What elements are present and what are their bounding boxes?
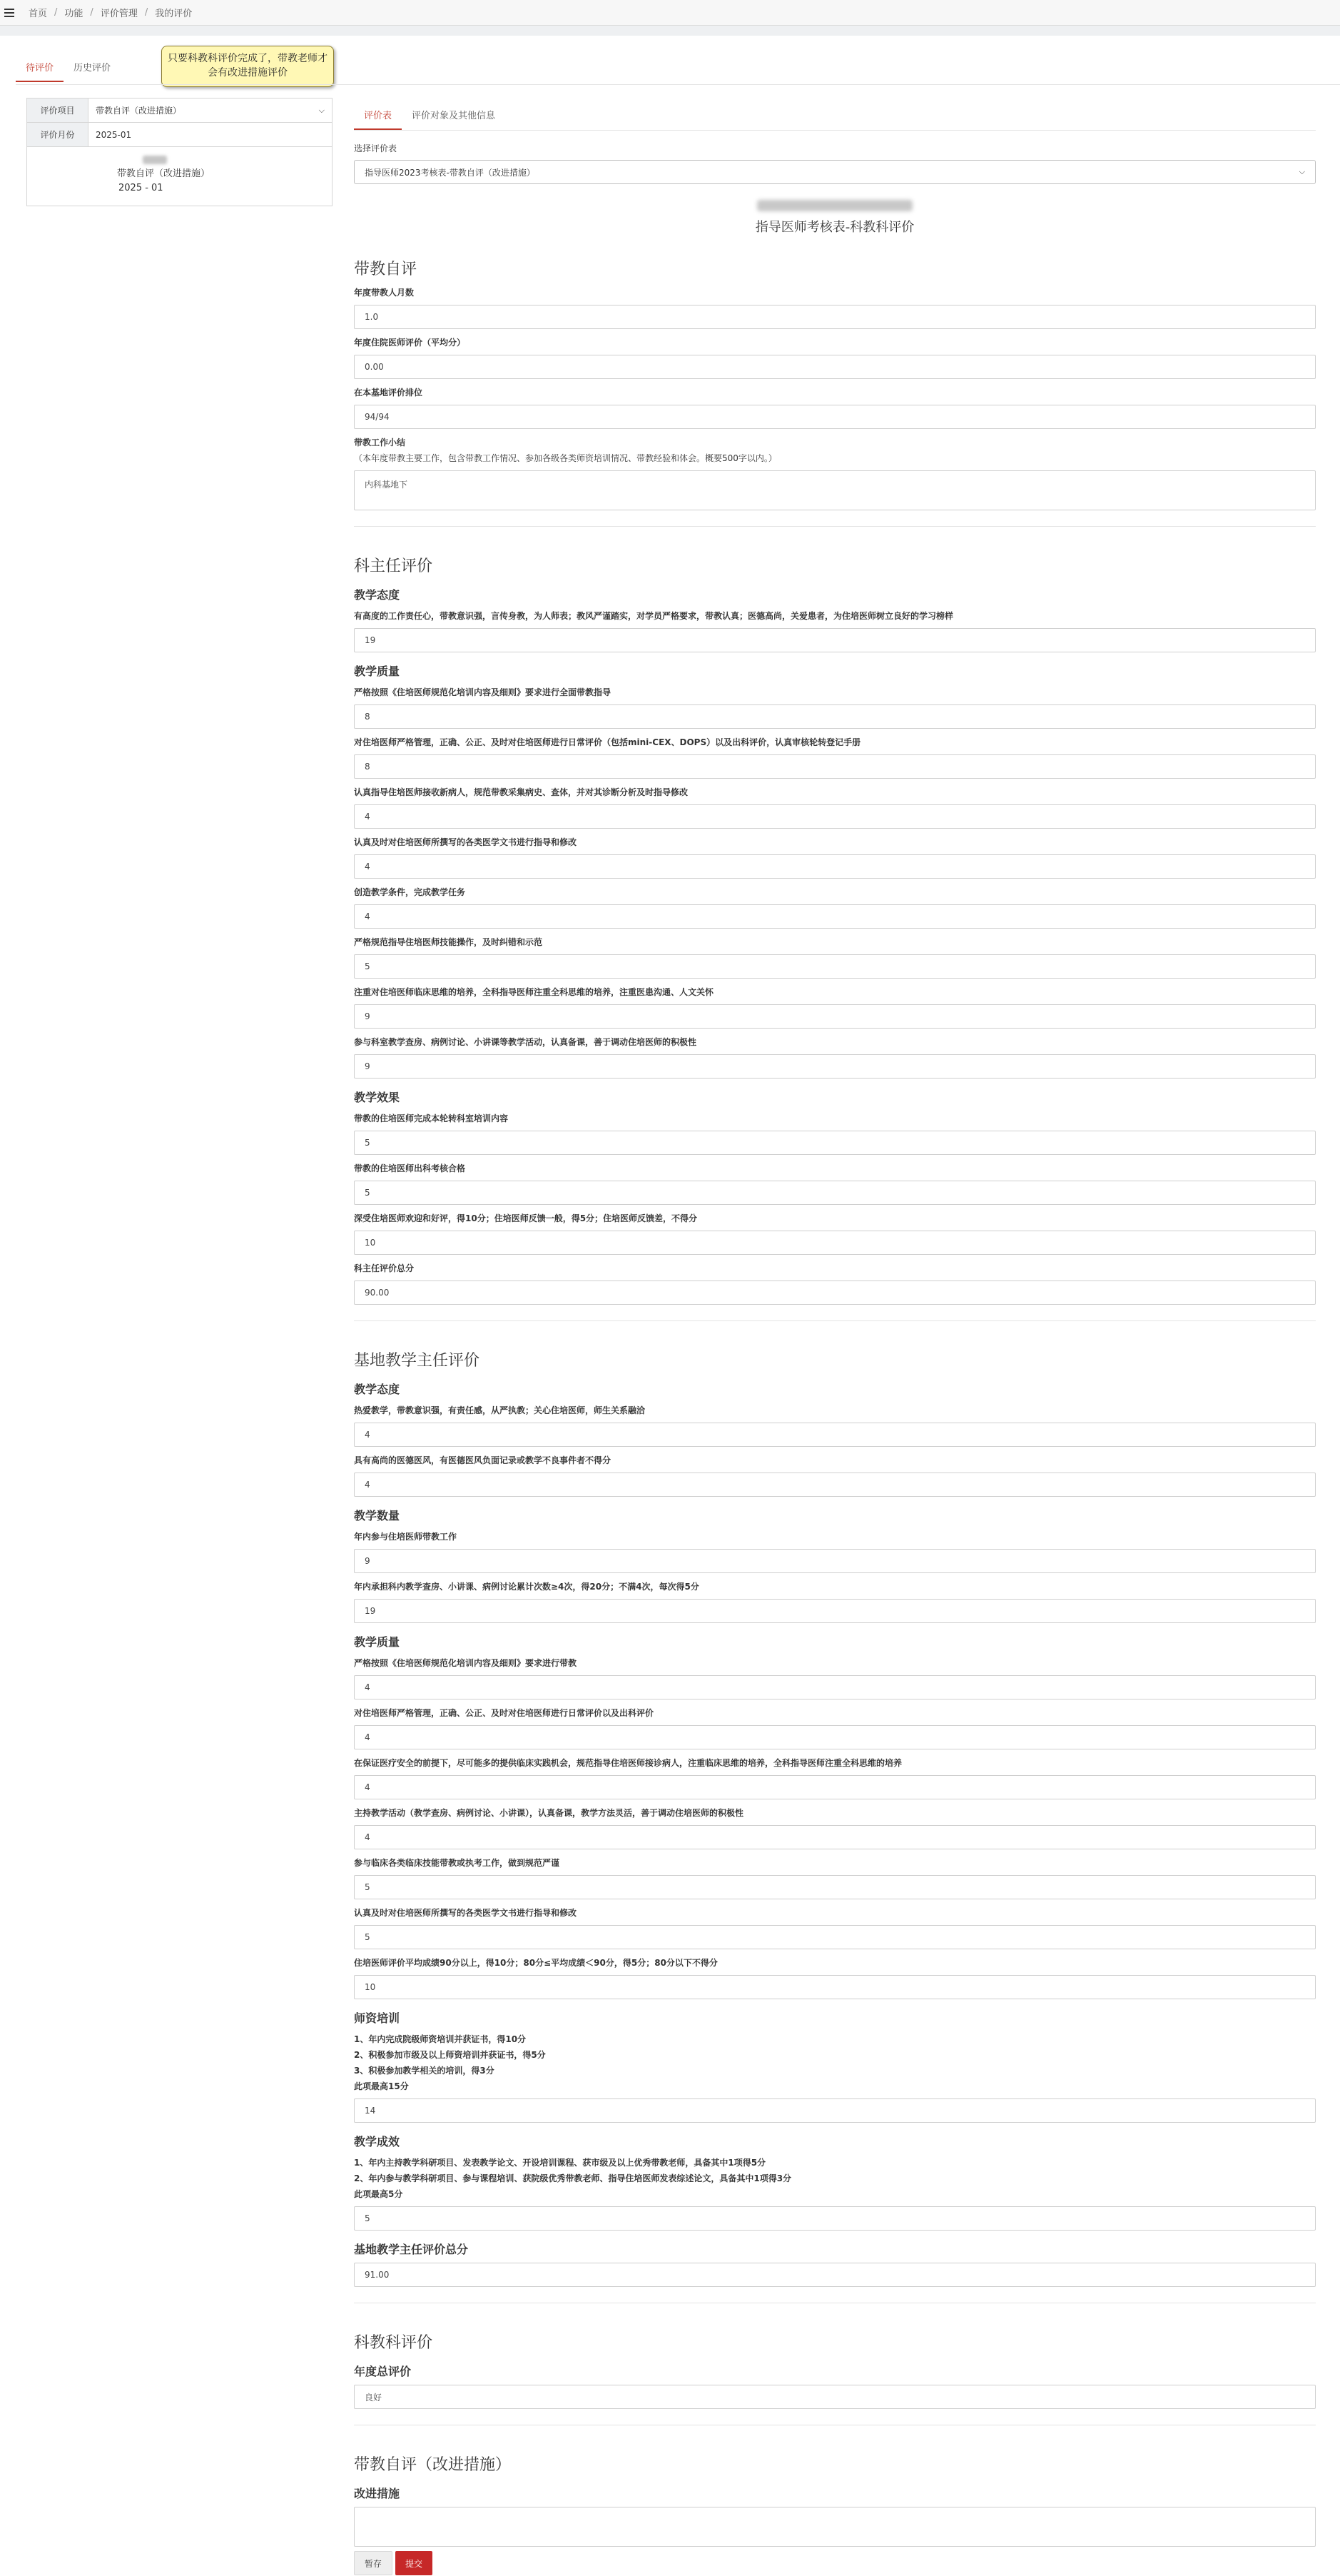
answer-input[interactable]: 4 <box>354 1775 1316 1799</box>
question-label: 年内承担科内教学查房、小讲课、病例讨论累计次数≥4次，得20分；不满4次，每次得5分 <box>354 1582 699 1592</box>
question-label: 有高度的工作责任心，带教意识强，言传身教，为人师表；教风严谨踏实，对学员严格要求，带教认真；医德高尚，关爱患者，为住培医师树立良好的学习榜样 <box>354 611 954 621</box>
tabs-divider <box>16 84 1340 85</box>
question-label: 严格按照《住培医师规范化培训内容及细则》要求进行带教 <box>354 1658 577 1668</box>
question-label: 注重对住培医师临床思维的培养，全科指导医师注重全科思维的培养，注重医患沟通、人文关怀 <box>354 987 714 997</box>
menu-icon[interactable] <box>4 9 14 17</box>
answer-input[interactable]: 1.0 <box>354 305 1316 329</box>
blurred-hospital-name <box>757 200 913 211</box>
answer-input[interactable]: 4 <box>354 854 1316 879</box>
chevron-down-icon: ⌵ <box>1299 167 1305 176</box>
answer-input[interactable]: 5 <box>354 1131 1316 1155</box>
question-label: 3、积极参加教学相关的培训，得3分 <box>354 2066 494 2076</box>
answer-input[interactable]: 8 <box>354 704 1316 729</box>
hint-tooltip: 只要科教科评价完成了，带教老师才会有改进措施评价 <box>161 46 334 87</box>
answer-input[interactable]: 4 <box>354 1725 1316 1749</box>
blurred-name <box>143 156 167 164</box>
group-title: 教学态度 <box>354 1383 400 1396</box>
answer-input[interactable]: 90.00 <box>354 1281 1316 1305</box>
group-title: 教学质量 <box>354 665 400 678</box>
question-label: 2、积极参加市级及以上师资培训并获证书，得5分 <box>354 2050 546 2060</box>
question-label: 主持教学活动（教学查房、病例讨论、小讲课），认真备课，教学方法灵活，善于调动住培医师的积极性 <box>354 1808 744 1818</box>
answer-input[interactable]: 10 <box>354 1975 1316 1999</box>
eval-card[interactable] <box>27 147 332 206</box>
breadcrumb-my-eval: 我的评价 <box>155 9 193 19</box>
question-label: 此项最高5分 <box>354 2189 403 2199</box>
question-label: 参与临床各类临床技能带教或执考工作，做到规范严谨 <box>354 1858 560 1868</box>
group-title: 教学成效 <box>354 2135 400 2148</box>
breadcrumb-function[interactable]: 功能 <box>64 9 83 19</box>
answer-input[interactable]: 4 <box>354 804 1316 829</box>
question-label: 此项最高15分 <box>354 2081 409 2091</box>
section-title: 带教自评（改进措施） <box>354 2456 512 2474</box>
answer-input[interactable]: 9 <box>354 1054 1316 1079</box>
chevron-down-icon: ⌵ <box>318 105 325 115</box>
action-buttons <box>354 2551 1316 2575</box>
left-panel <box>26 98 333 206</box>
answer-input[interactable]: 91.00 <box>354 2263 1316 2287</box>
question-label: 科主任评价总分 <box>354 1263 415 1273</box>
breadcrumb: 首页 / 功能 / 评价管理 / 我的评价 <box>29 7 193 19</box>
question-label: 对住培医师严格管理，正确、公正、及时对住培医师进行日常评价（包括mini-CEX、DOPS）以及出科评价，认真审核轮转登记手册 <box>354 737 861 747</box>
answer-input[interactable]: 4 <box>354 904 1316 929</box>
project-select-value: 带教自评（改进措施） <box>96 106 182 116</box>
question-note: （本年度带教主要工作，包含带教工作情况、参加各级各类师资培训情况、带教经验和体会。概要500字以内。） <box>354 453 777 463</box>
answer-input[interactable]: 4 <box>354 1423 1316 1447</box>
question-label: 对住培医师严格管理，正确、公正、及时对住培医师进行日常评价以及出科评价 <box>354 1708 654 1718</box>
question-label: 年度住院医师评价（平均分） <box>354 338 466 348</box>
form-select[interactable] <box>354 160 1316 184</box>
submit-button[interactable]: 提交 <box>395 2551 432 2575</box>
answer-input[interactable]: 94/94 <box>354 405 1316 429</box>
tab-pending[interactable]: 待评价 <box>16 53 64 82</box>
section-title: 科主任评价 <box>354 557 433 575</box>
section-divider <box>354 526 1316 527</box>
answer-input[interactable]: 9 <box>354 1549 1316 1573</box>
group-title: 师资培训 <box>354 2011 400 2025</box>
breadcrumb-home[interactable]: 首页 <box>29 9 48 19</box>
question-label: 1、年内完成院级师资培训并获证书，得10分 <box>354 2034 527 2044</box>
question-label: 年度带教人月数 <box>354 288 415 298</box>
month-value: 2025-01 <box>96 129 132 140</box>
answer-input[interactable]: 5 <box>354 954 1316 979</box>
question-label: 认真及时对住培医师所撰写的各类医学文书进行指导和修改 <box>354 1908 577 1918</box>
section-divider <box>354 1320 1316 1321</box>
breadcrumb-eval-manage[interactable]: 评价管理 <box>100 9 138 19</box>
answer-input[interactable]: 9 <box>354 1004 1316 1029</box>
group-title: 改进措施 <box>354 2487 400 2500</box>
form-select-value: 指导医师2023考核表-带教自评（改进措施） <box>365 167 535 178</box>
project-select[interactable] <box>88 99 332 122</box>
answer-input[interactable]: 14 <box>354 2098 1316 2123</box>
tab-eval-target[interactable]: 评价对象及其他信息 <box>412 111 496 121</box>
top-gap <box>0 26 1340 36</box>
question-label: 带教的住培医师完成本轮转科室培训内容 <box>354 1113 509 1123</box>
question-label: 严格规范指导住培医师技能操作，及时纠错和示范 <box>354 937 543 947</box>
tab-history[interactable]: 历史评价 <box>73 63 111 74</box>
save-button[interactable]: 暂存 <box>354 2551 392 2575</box>
question-label: 具有高尚的医德医风，有医德医风负面记录或教学不良事件者不得分 <box>354 1455 611 1465</box>
answer-input[interactable]: 良好 <box>354 2385 1316 2409</box>
card-month: 2025 - 01 <box>118 183 163 193</box>
select-form-label: 选择评价表 <box>354 143 397 153</box>
answer-input[interactable]: 5 <box>354 1875 1316 1899</box>
answer-input[interactable]: 0.00 <box>354 355 1316 379</box>
question-label: 1、年内主持教学科研项目、发表教学论文、开设培训课程、获市级及以上优秀带教老师，具备其中1项得5分 <box>354 2158 766 2168</box>
question-label: 年内参与住培医师带教工作 <box>354 1532 457 1542</box>
section-title: 科教科评价 <box>354 2334 433 2352</box>
form-header <box>354 200 1316 236</box>
answer-input[interactable]: 19 <box>354 1599 1316 1623</box>
question-label: 2、年内参与教学科研项目、参与课程培训、获院级优秀带教老师、指导住培医师发表综述论文，具备其中1项得3分 <box>354 2173 792 2183</box>
answer-input[interactable]: 5 <box>354 1925 1316 1949</box>
question-label: 在本基地评价排位 <box>354 388 423 398</box>
section-title: 带教自评 <box>354 261 417 278</box>
top-navbar <box>0 0 1340 26</box>
answer-input[interactable]: 19 <box>354 628 1316 652</box>
group-title: 年度总评价 <box>354 2365 412 2378</box>
group-title: 教学数量 <box>354 1509 400 1522</box>
group-title: 教学态度 <box>354 588 400 602</box>
group-title: 基地教学主任评价总分 <box>354 2243 469 2256</box>
answer-input[interactable]: 5 <box>354 2206 1316 2231</box>
question-label: 深受住培医师欢迎和好评，得10分；住培医师反馈一般，得5分；住培医师反馈差，不得分 <box>354 1213 698 1223</box>
answer-input[interactable]: 4 <box>354 1473 1316 1497</box>
month-label: 评价月份 <box>27 123 88 146</box>
question-label: 住培医师评价平均成绩90分以上，得10分；80分≤平均成绩＜90分，得5分；80分以下不得分 <box>354 1958 718 1968</box>
answer-input[interactable]: 5 <box>354 1181 1316 1205</box>
answer-textarea[interactable]: 内科基地下 <box>354 470 1316 510</box>
answer-input[interactable]: 4 <box>354 1825 1316 1849</box>
question-label: 创造教学条件，完成教学任务 <box>354 887 466 897</box>
question-label: 严格按照《住培医师规范化培训内容及细则》要求进行全面带教指导 <box>354 687 611 697</box>
group-title: 教学效果 <box>354 1091 400 1104</box>
form-title: 指导医师考核表-科教科评价 <box>755 220 915 235</box>
project-label: 评价项目 <box>27 99 88 122</box>
group-title: 教学质量 <box>354 1635 400 1649</box>
answer-input[interactable]: 10 <box>354 1231 1316 1255</box>
question-label: 带教的住培医师出科考核合格 <box>354 1163 466 1173</box>
sub-tabs <box>354 101 1316 131</box>
section-title: 基地教学主任评价 <box>354 1352 480 1370</box>
answer-input[interactable]: 8 <box>354 754 1316 779</box>
top-tabs <box>16 53 121 82</box>
question-label: 认真指导住培医师接收新病人，规范带教采集病史、查体，并对其诊断分析及时指导修改 <box>354 787 689 797</box>
card-title: 带教自评（改进措施） <box>117 168 210 179</box>
answer-textarea[interactable] <box>354 2507 1316 2547</box>
answer-input[interactable]: 4 <box>354 1675 1316 1699</box>
question-label: 在保证医疗安全的前提下，尽可能多的提供临床实践机会，规范指导住培医师接诊病人，注重临床思维的培养，全科指导医师注重全科思维的培养 <box>354 1758 903 1768</box>
question-label: 参与科室教学查房、病例讨论、小讲课等教学活动，认真备课，善于调动住培医师的积极性 <box>354 1037 697 1047</box>
question-label: 热爱教学，带教意识强，有责任感，从严执教；关心住培医师，师生关系融洽 <box>354 1405 646 1415</box>
question-label: 带教工作小结 <box>354 438 406 448</box>
tab-eval-form[interactable]: 评价表 <box>354 101 402 130</box>
main-content <box>354 101 1316 2575</box>
form-sections <box>354 257 1316 2547</box>
question-label: 认真及时对住培医师所撰写的各类医学文书进行指导和修改 <box>354 837 577 847</box>
